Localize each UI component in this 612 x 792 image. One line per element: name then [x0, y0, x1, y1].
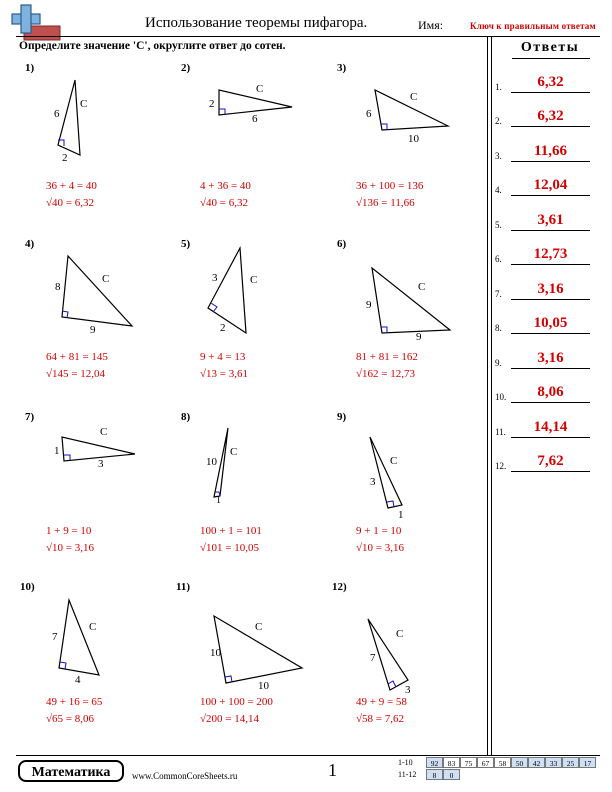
side-b-label: 1	[216, 495, 221, 506]
side-a-label: 3	[370, 476, 376, 488]
problem-number: 9)	[337, 411, 347, 423]
instruction-text: Определите значение 'C', округлите ответ до сотен.	[19, 40, 286, 52]
solution-line-root: √58 = 7,62	[356, 713, 404, 725]
solution-line-squares: 100 + 1 = 101	[200, 525, 262, 537]
side-b-label: 6	[252, 113, 258, 125]
solution-line-squares: 9 + 4 = 13	[200, 351, 246, 363]
side-a-label: 8	[55, 281, 61, 293]
solution-line-root: √13 = 3,61	[200, 368, 248, 380]
solution-line-root: √145 = 12,04	[46, 368, 105, 380]
footer-site-link[interactable]: www.CommonCoreSheets.ru	[132, 771, 238, 781]
answer-row	[495, 245, 600, 265]
page-number: 1	[328, 760, 337, 780]
side-b-label: 3	[405, 684, 411, 696]
answer-line	[511, 368, 590, 369]
side-b-label: 3	[98, 458, 104, 470]
answer-line	[511, 161, 590, 162]
problem-number: 4)	[25, 238, 35, 250]
hypotenuse-label: C	[80, 98, 88, 110]
side-a-label: 10	[210, 647, 221, 659]
score-cell: 33	[545, 757, 562, 768]
worked-solution	[200, 178, 251, 212]
answer-row	[495, 211, 600, 231]
side-a-label: 6	[54, 108, 60, 120]
solution-line-squares: 81 + 81 = 162	[356, 351, 418, 363]
problem-number: 3)	[337, 62, 347, 74]
answer-value: 14,14	[533, 419, 568, 435]
hypotenuse-label: C	[89, 621, 97, 633]
page-title: Использование теоремы пифагора.	[145, 15, 368, 31]
answer-number: 8.	[495, 323, 502, 333]
answer-row	[495, 107, 600, 127]
answer-value: 7,62	[537, 453, 564, 469]
answer-row	[495, 280, 600, 300]
answer-number: 10.	[495, 392, 507, 402]
worked-solution	[356, 178, 423, 212]
answer-row	[495, 349, 600, 369]
worked-solution	[356, 523, 404, 557]
worked-solution	[46, 178, 97, 212]
answer-row	[495, 452, 600, 472]
score-row-label: 11-12	[398, 770, 417, 779]
solution-line-squares: 4 + 36 = 40	[200, 180, 251, 192]
solution-line-squares: 49 + 9 = 58	[356, 696, 407, 708]
solution-line-squares: 100 + 100 = 200	[200, 696, 273, 708]
answer-number: 5.	[495, 220, 502, 230]
answer-line	[511, 299, 590, 300]
answer-number: 11.	[495, 427, 506, 437]
hypotenuse-label: C	[250, 274, 258, 286]
hypotenuse-label: C	[410, 91, 418, 103]
answer-value: 3,16	[537, 281, 564, 297]
solution-line-squares: 9 + 1 = 10	[356, 525, 402, 537]
side-b-label: 10	[258, 680, 269, 692]
answer-value: 6,32	[537, 74, 564, 90]
solution-line-squares: 49 + 16 = 65	[46, 696, 103, 708]
answers-title: Ответы	[520, 40, 580, 55]
worked-solution	[356, 694, 407, 728]
answer-line	[511, 195, 590, 196]
answer-number: 2.	[495, 116, 502, 126]
hypotenuse-label: C	[418, 281, 426, 293]
answer-number: 1.	[495, 82, 502, 92]
solution-line-squares: 36 + 4 = 40	[46, 180, 97, 192]
answer-line	[511, 437, 590, 438]
answers-title-underline	[512, 58, 590, 59]
side-a-label: 10	[206, 456, 217, 468]
side-a-label: 2	[209, 98, 215, 110]
score-cell: 92	[426, 757, 443, 768]
right-triangle-diagram	[200, 243, 270, 338]
solution-line-root: √162 = 12,73	[356, 368, 415, 380]
side-a-label: 7	[370, 652, 376, 664]
score-cell: 75	[460, 757, 477, 768]
solution-line-root: √40 = 6,32	[46, 197, 94, 209]
answer-row	[495, 418, 600, 438]
score-cell: 25	[562, 757, 579, 768]
right-triangle-diagram	[200, 608, 310, 692]
solution-line-squares: 64 + 81 = 145	[46, 351, 108, 363]
answer-column-divider	[491, 36, 492, 756]
problem-number: 1)	[25, 62, 35, 74]
answer-value: 12,73	[533, 246, 568, 262]
side-a-label: 9	[366, 299, 372, 311]
worked-solution	[200, 694, 273, 728]
problem-number: 11)	[176, 581, 191, 593]
solution-line-root: √136 = 11,66	[356, 197, 415, 209]
right-triangle-diagram	[40, 75, 100, 165]
score-cell: 50	[511, 757, 528, 768]
hypotenuse-label: C	[256, 83, 264, 95]
side-b-label: 1	[398, 509, 404, 521]
answer-value: 8,06	[537, 384, 564, 400]
solution-line-squares: 36 + 100 = 136	[356, 180, 424, 192]
side-a-label: 3	[212, 272, 218, 284]
score-cell: 8	[426, 769, 443, 780]
hypotenuse-label: C	[100, 426, 108, 438]
answer-number: 6.	[495, 254, 502, 264]
answer-value: 3,16	[537, 350, 564, 366]
right-triangle-diagram	[50, 425, 140, 470]
answer-row	[495, 73, 600, 93]
problem-number: 6)	[337, 238, 347, 250]
answer-value: 3,61	[537, 212, 564, 228]
footer-rule	[16, 755, 600, 756]
hypotenuse-label: C	[390, 455, 398, 467]
right-triangle-diagram	[360, 432, 420, 521]
answer-value: 11,66	[534, 143, 567, 159]
solution-line-root: √40 = 6,32	[200, 197, 248, 209]
problem-number: 12)	[332, 581, 347, 593]
answer-value: 12,04	[533, 177, 568, 193]
problem-number: 8)	[181, 411, 191, 423]
side-b-label: 10	[408, 133, 419, 145]
side-a-label: 1	[54, 445, 60, 457]
problem-number: 10)	[20, 581, 35, 593]
worked-solution	[46, 523, 94, 557]
answer-row	[495, 176, 600, 196]
worked-solution	[356, 349, 418, 383]
solution-line-root: √200 = 14,14	[200, 713, 259, 725]
answer-line	[511, 471, 590, 472]
hypotenuse-label: C	[396, 628, 404, 640]
answer-number: 7.	[495, 289, 502, 299]
answer-line	[511, 230, 590, 231]
right-triangle-diagram	[204, 80, 294, 125]
side-a-label: 6	[366, 108, 372, 120]
answer-value: 10,05	[533, 315, 568, 331]
right-triangle-diagram	[50, 250, 140, 340]
side-b-label: 4	[75, 674, 81, 686]
hypotenuse-label: C	[102, 273, 110, 285]
answer-line	[511, 126, 590, 127]
score-cell: 17	[579, 757, 596, 768]
score-cell: 58	[494, 757, 511, 768]
score-cell: 42	[528, 757, 545, 768]
side-b-label: 9	[416, 331, 422, 343]
right-triangle-diagram	[360, 260, 455, 345]
answer-number: 9.	[495, 358, 502, 368]
answer-row	[495, 383, 600, 403]
problem-number: 7)	[25, 411, 35, 423]
problem-number: 5)	[181, 238, 191, 250]
problem-number: 2)	[181, 62, 191, 74]
worked-solution	[46, 349, 108, 383]
answer-number: 4.	[495, 185, 502, 195]
side-b-label: 9	[90, 324, 96, 336]
answer-line	[511, 92, 590, 93]
solution-line-root: √101 = 10,05	[200, 542, 259, 554]
score-cell: 83	[443, 757, 460, 768]
right-triangle-diagram	[360, 85, 455, 145]
worked-solution	[46, 694, 102, 728]
solution-line-squares: 1 + 9 = 10	[46, 525, 92, 537]
footer-math-logo: Математика	[18, 760, 124, 782]
answer-row	[495, 314, 600, 334]
side-a-label: 7	[52, 631, 58, 643]
score-cell: 67	[477, 757, 494, 768]
answer-number: 3.	[495, 151, 502, 161]
right-triangle-diagram	[200, 423, 250, 506]
hypotenuse-label: C	[255, 621, 263, 633]
answer-line	[511, 402, 590, 403]
side-b-label: 2	[62, 152, 68, 164]
answer-value: 6,32	[537, 108, 564, 124]
answer-number: 12.	[495, 461, 507, 471]
answer-key-label: Ключ к правильным ответам	[470, 21, 596, 31]
hypotenuse-label: C	[230, 446, 238, 458]
score-row-label: 1-10	[398, 758, 413, 767]
right-triangle-diagram	[360, 613, 430, 695]
solution-line-root: √10 = 3,16	[46, 542, 94, 554]
side-b-label: 2	[220, 322, 226, 334]
worked-solution	[200, 523, 262, 557]
name-label: Имя:	[418, 18, 444, 32]
right-triangle-diagram	[45, 595, 115, 690]
solution-line-root: √10 = 3,16	[356, 542, 404, 554]
worked-solution	[200, 349, 248, 383]
solution-line-root: √65 = 8,06	[46, 713, 94, 725]
answer-line	[511, 333, 590, 334]
answer-row	[495, 142, 600, 162]
score-cell: 0	[443, 769, 460, 780]
answer-column-divider	[487, 36, 488, 756]
header-rule	[16, 36, 600, 37]
answer-line	[511, 264, 590, 265]
